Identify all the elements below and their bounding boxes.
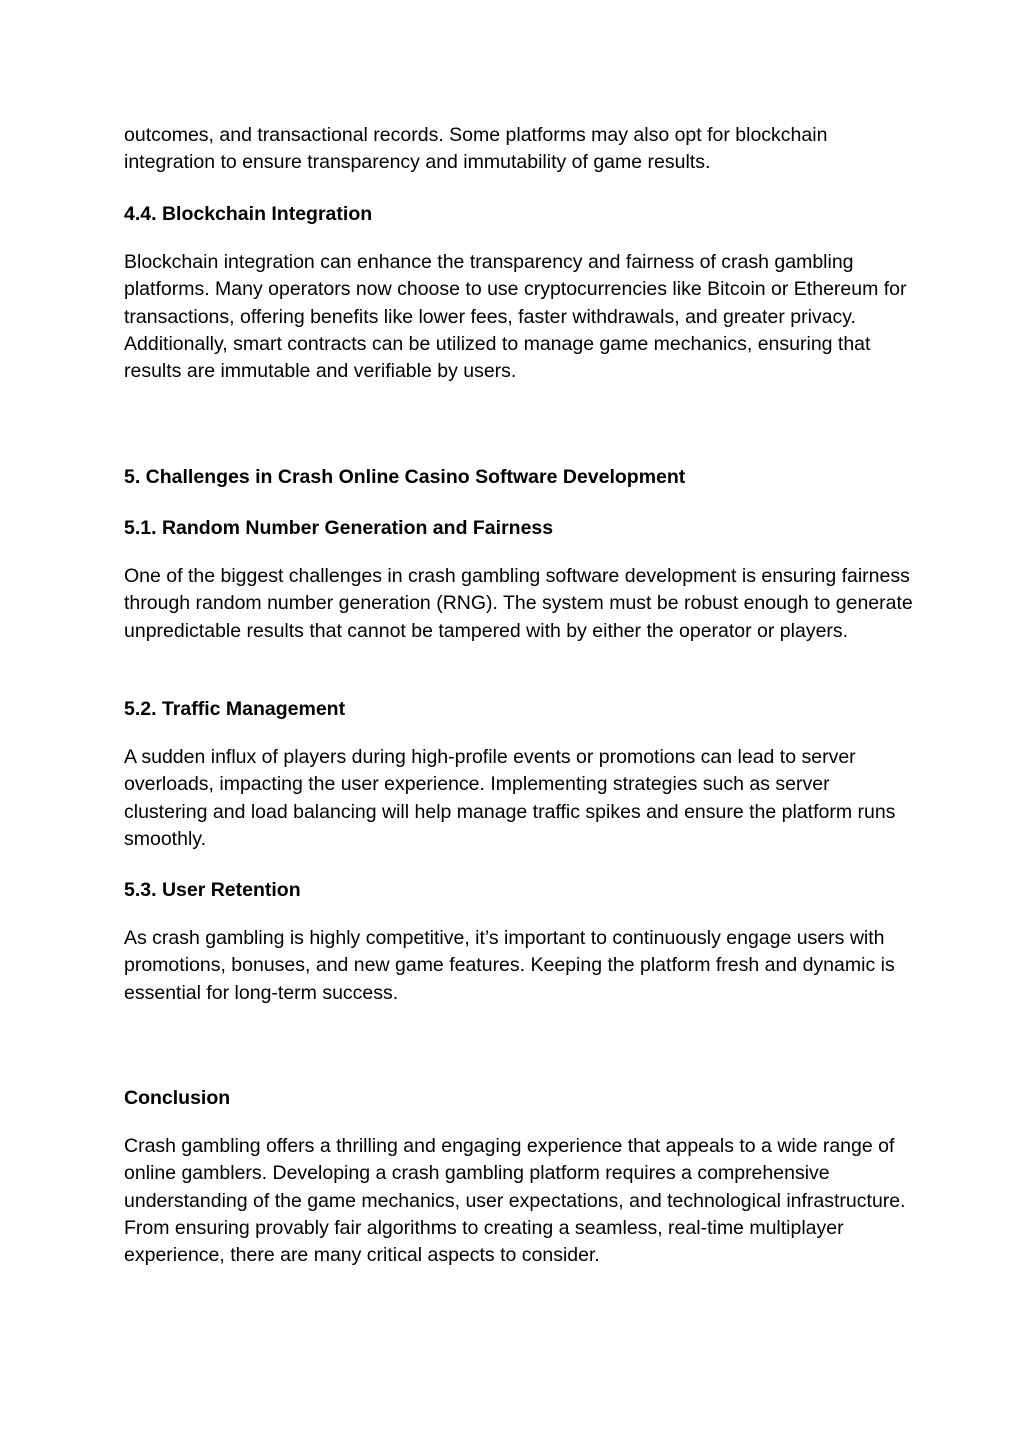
paragraph-traffic-management: A sudden influx of players during high-profile events or promotions can lead to server overloads, impacting the user experience. Implementing strategies such as server clustering and load balancing will help manage traffic spikes and ensure the platform runs smoothly. xyxy=(124,746,896,850)
heading-conclusion: Conclusion xyxy=(124,1087,231,1109)
paragraph-conclusion: Crash gambling offers a thrilling and engaging experience that appeals to a wide range of online gamblers. Developing a crash gambling platform requires a comprehensive understanding of the game mechanics, user expectations, and technological infrastructure. From ensuring provably fair algorithms to creating a seamless, real-time multiplayer experience, there are many critical aspects to consider. xyxy=(124,1135,906,1267)
heading-user-retention: 5.3. User Retention xyxy=(124,879,301,901)
paragraph-user-retention: As crash gambling is highly competitive, it’s important to continuously engage users with promotions, bonuses, and new game features. Keeping the platform fresh and dynamic is essential for long-term success. xyxy=(124,927,895,1004)
paragraph-random-number-generation: One of the biggest challenges in crash gambling software development is ensuring fairness through random number generation (RNG). The system must be robust enough to generate unpredictable results that cannot be tampered with by either the operator or players. xyxy=(124,565,913,642)
heading-blockchain-integration: 4.4. Blockchain Integration xyxy=(124,203,373,225)
paragraph-blockchain-integration: Blockchain integration can enhance the transparency and fairness of crash gambling platforms. Many operators now choose to use cryptocurrencies like Bitcoin or Ethereum for transactions, offering benefits like lower fees, faster withdrawals, and greater privacy. Additionally, smart contracts can be utilized to manage game mechanics, ensuring that results are immutable and verifiable by users. xyxy=(124,251,907,383)
heading-traffic-management: 5.2. Traffic Management xyxy=(124,698,346,720)
paragraph-intro-tail: outcomes, and transactional records. Some platforms may also opt for blockchain integration to ensure transparency and immutability of game results. xyxy=(124,124,828,174)
heading-challenges: 5. Challenges in Crash Online Casino Software Development xyxy=(124,466,686,488)
heading-random-number-generation: 5.1. Random Number Generation and Fairness xyxy=(124,517,554,539)
